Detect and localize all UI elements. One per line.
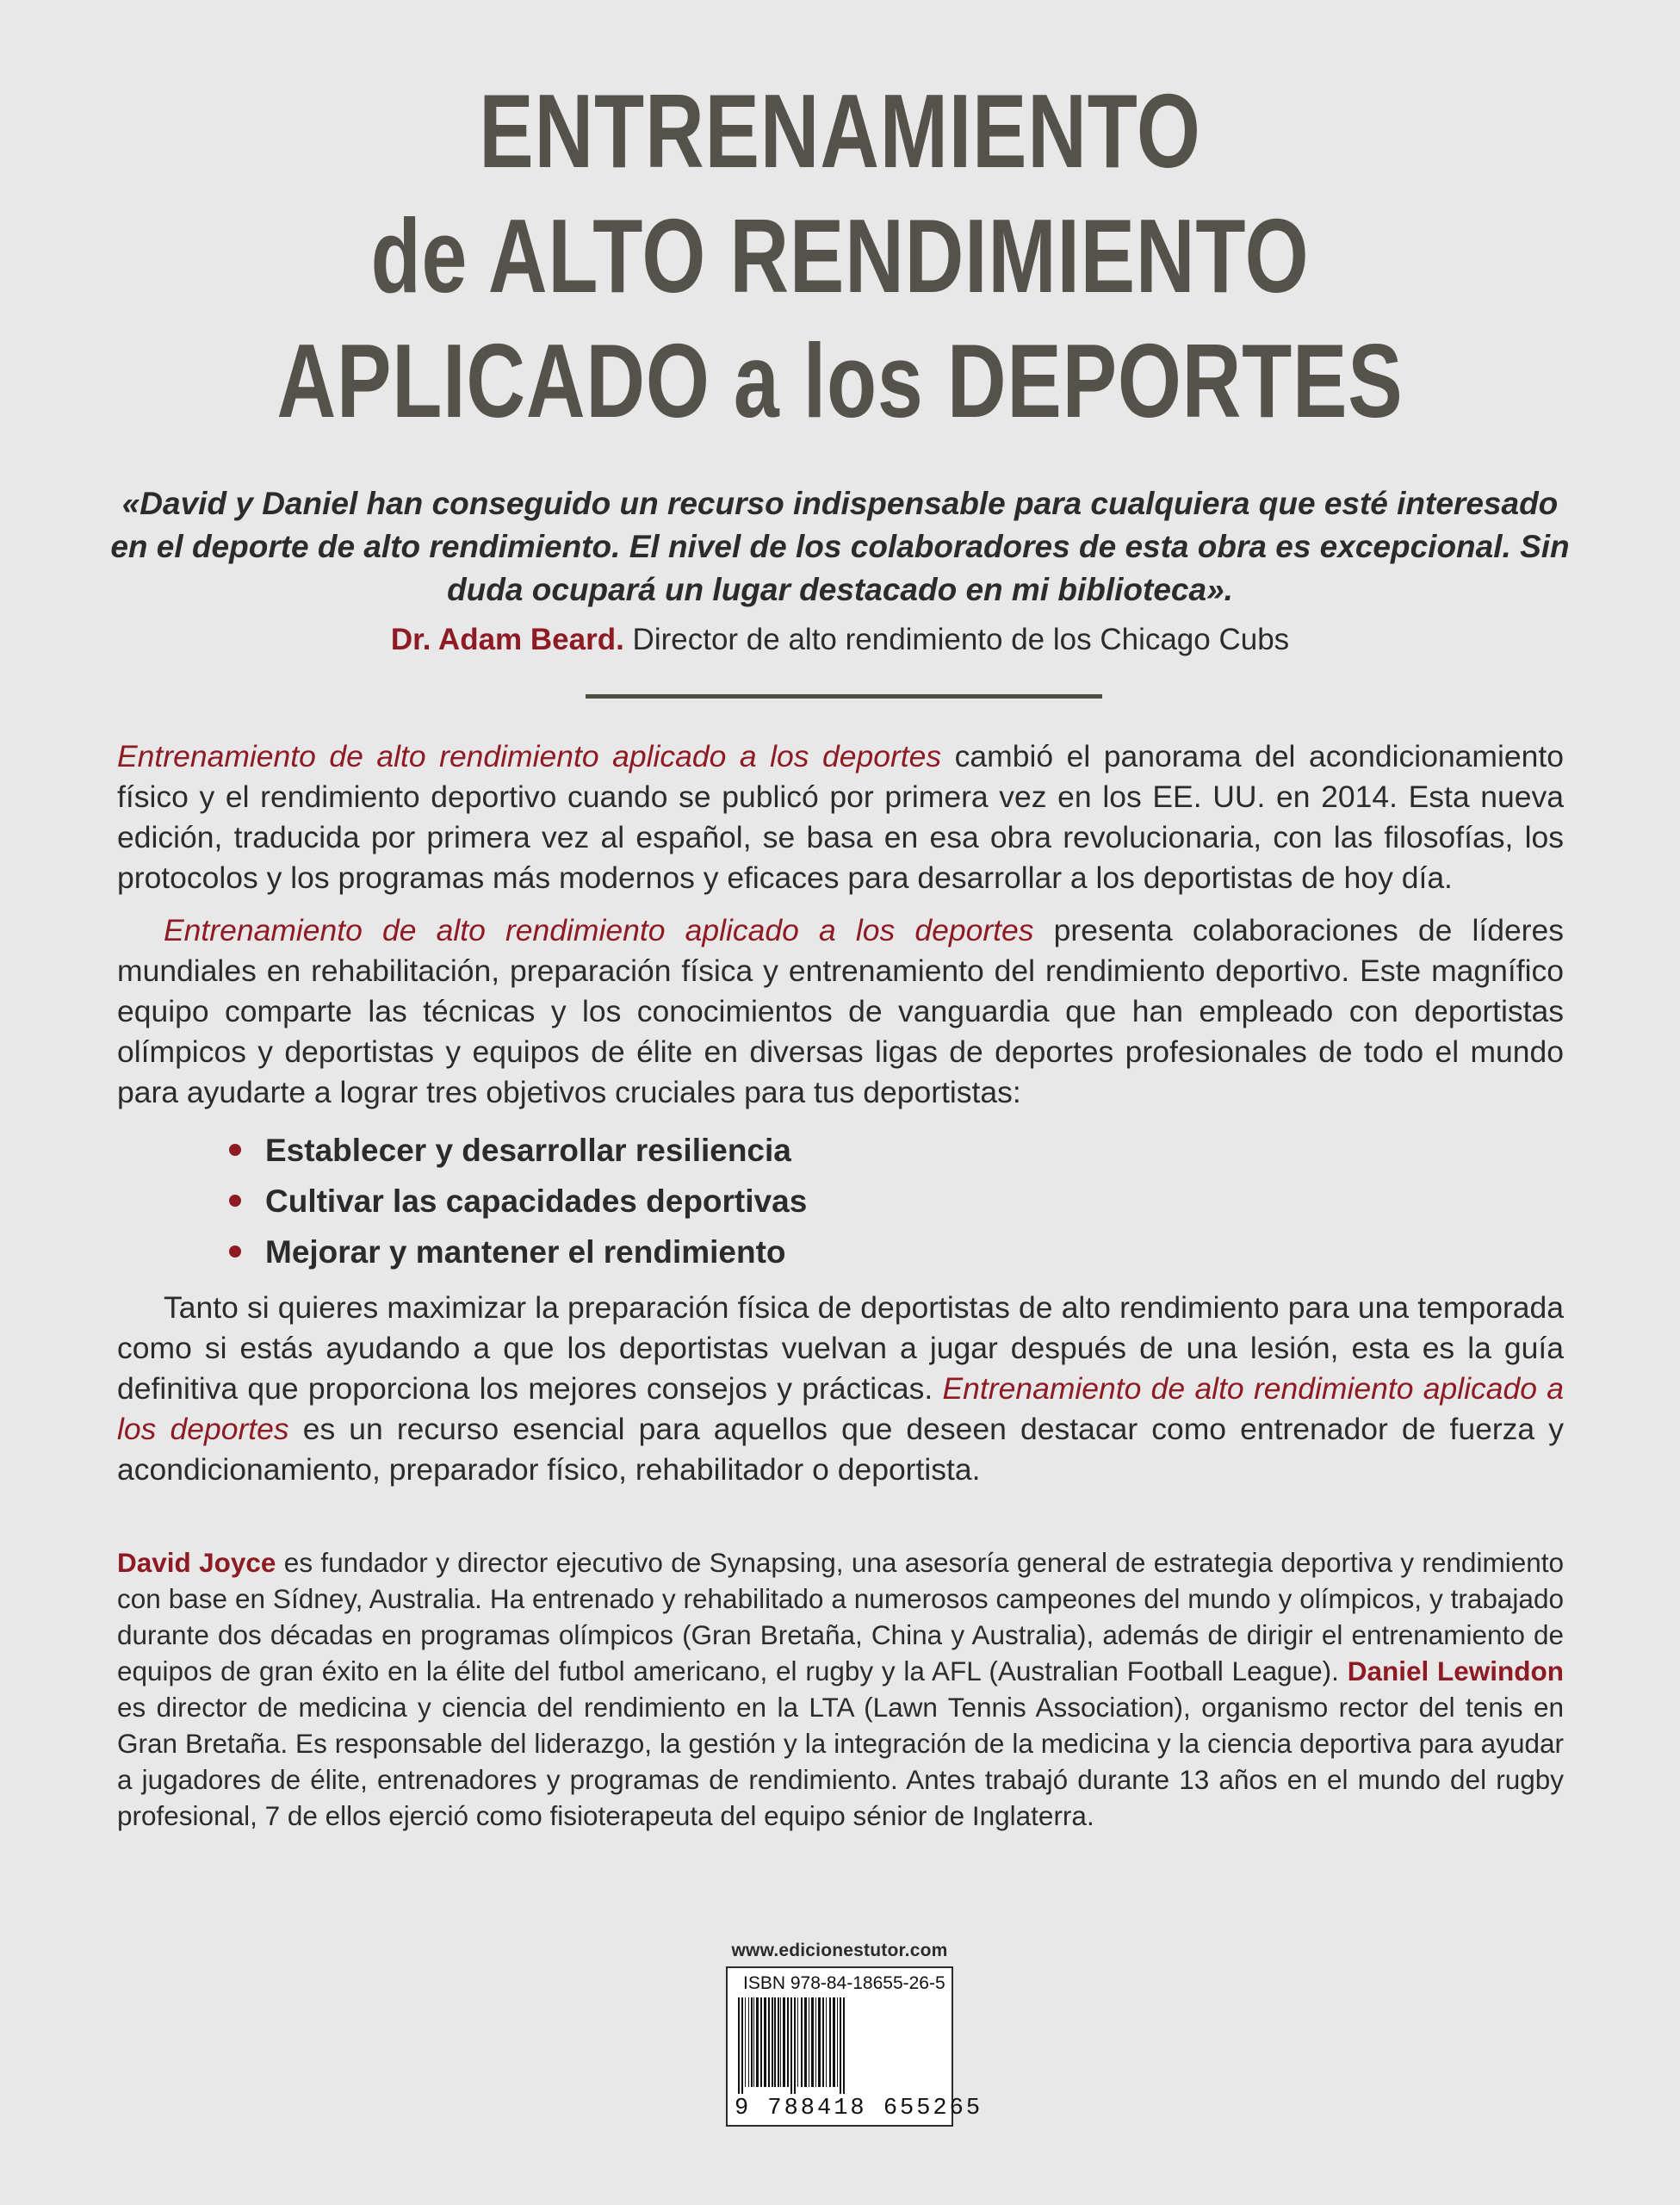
list-item: Mejorar y mantener el rendimiento	[229, 1227, 1564, 1277]
publisher-website: www.edicionestutor.com	[731, 1941, 948, 1960]
objectives-list	[117, 1125, 1564, 1277]
divider	[586, 694, 1102, 699]
list-item: Cultivar las capacidades deportivas	[229, 1176, 1564, 1227]
barcode-block	[726, 1941, 983, 2127]
author-name-2: Daniel Lewindon	[1347, 1655, 1564, 1686]
book-title	[185, 69, 1496, 444]
bullet-icon	[229, 1245, 241, 1258]
barcode-icon	[735, 1997, 945, 2094]
title-line-3: APLICADO a los DEPORTES	[276, 322, 1404, 439]
endorsement-quote: «David y Daniel han conseguido un recurso indispensable para cualquiera que esté interesado en el deporte de alto rendimiento. El nivel de los colaboradores de esta obra es excepcional. Sin duda ocupará un lugar destacado en mi biblioteca».	[110, 486, 1570, 607]
endorsement-author: Dr. Adam Beard.	[390, 623, 624, 656]
endorsement-attribution	[103, 620, 1577, 660]
title-line-2: de ALTO RENDIMIENTO	[370, 197, 1310, 314]
title-line-1: ENTRENAMIENTO	[479, 72, 1201, 189]
author-name-1: David Joyce	[117, 1547, 276, 1578]
description	[117, 736, 1564, 1502]
barcode-box	[726, 1966, 983, 2127]
paragraph-1: Entrenamiento de alto rendimiento aplicado a los deportes cambió el panorama del acondicionamiento físico y el rendimiento deportivo cuando se publicó por primera vez en los EE. UU. en 2014. Esta nueva edición, traducida por primera vez al español, se basa en esa obra revolucionaria, con las filosofías, los protocolos y los programas más modernos y eficaces para desarrollar a los deportistas de hoy día.	[117, 739, 1564, 895]
bullet-icon	[229, 1195, 241, 1207]
paragraph-3: Tanto si quieres maximizar la preparación física de deportistas de alto rendimiento para una temporada como si estás ayudando a que los deportistas vuelvan a jugar después de una lesión, esta es la guía definitiva que proporciona los mejores consejos y prácticas. Entrenamiento de alto rendimiento aplicado a los deportes es un recurso esencial para aquellos que deseen destacar como entrenador de fuerza y acondicionamiento, preparador físico, rehabilitador o deportista.	[117, 1290, 1564, 1487]
isbn-label: ISBN 978-84-18655-26-5	[743, 1973, 945, 1993]
list-item: Establecer y desarrollar resiliencia	[229, 1125, 1564, 1176]
paragraph-2: Entrenamiento de alto rendimiento aplicado a los deportes presenta colaboraciones de líderes mundiales en rehabilitación, preparación física y entrenamiento del rendimiento deportivo. Este magnífico equipo comparte las técnicas y los conocimientos de vanguardia que han empleado con deportistas olímpicos y deportistas y equipos de élite en diversas ligas de deportes profesionales de todo el mundo para ayudarte a lograr tres objetivos cruciales para tus deportistas:	[117, 913, 1565, 1109]
authors-bio: David Joyce es fundador y director ejecutivo de Synapsing, una asesoría general de estrategia deportiva y rendimiento con base en Sídney, Australia. Ha entrenado y rehabilitado a numerosos campeones del mundo y olímpicos, y trabajado durante dos décadas en programas olímpicos (Gran Bretaña, China y Australia), además de dirigir el entrenamiento de equipos de gran éxito en la élite del futbol americano, el rugby y la AFL (Australian Football League). Daniel Lewindon es director de medicina y ciencia del rendimiento en la LTA (Lawn Tennis Association), organismo rector del tenis en Gran Bretaña. Es responsable del liderazgo, la gestión y la integración de la medicina y la ciencia deportiva para ayudar a jugadores de élite, entrenadores y programas de rendimiento. Antes trabajó durante 13 años en el mundo del rugby profesional, 7 de ellos ejerció como fisioterapeuta del equipo sénior de Inglaterra.	[117, 1547, 1564, 1831]
barcode-digits: 9 788418 655265	[735, 2096, 983, 2121]
endorsement-role: Director de alto rendimiento de los Chicago Cubs	[623, 623, 1290, 656]
bullet-icon	[229, 1144, 241, 1156]
